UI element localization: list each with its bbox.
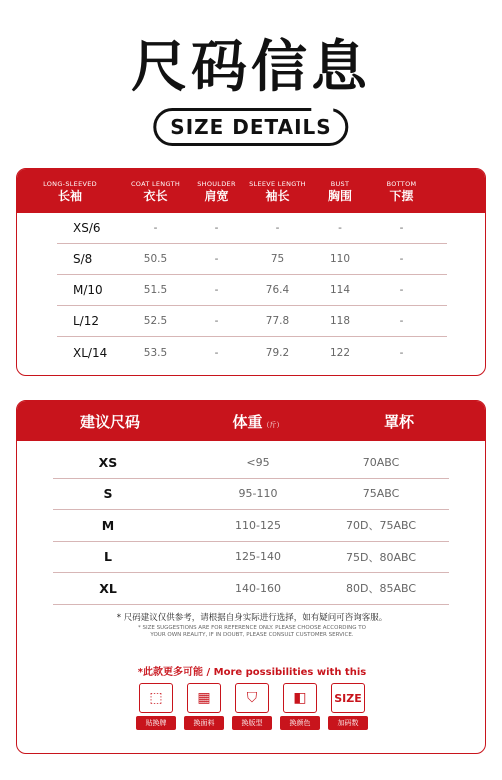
table-cell: - bbox=[214, 284, 219, 296]
page-title: 尺码信息 bbox=[131, 35, 371, 100]
header-weight bbox=[203, 411, 313, 432]
option-label: 换面料 bbox=[184, 716, 224, 730]
option-label: 换版型 bbox=[232, 716, 272, 730]
table-cell: - bbox=[399, 222, 404, 234]
table-row bbox=[53, 479, 449, 511]
size-label: XS bbox=[98, 454, 118, 470]
table-row bbox=[57, 306, 447, 337]
table-cell: - bbox=[275, 222, 280, 234]
header-cn: 长袖 bbox=[57, 188, 82, 203]
more-possibilities-heading: *此款更多可能 / More possibilities with this bbox=[137, 667, 367, 678]
table-row bbox=[57, 275, 447, 306]
header-cn: 衣长 bbox=[143, 188, 168, 203]
size-recommendation-card bbox=[16, 400, 486, 754]
option-fabric bbox=[184, 683, 224, 730]
table-cell: 75 bbox=[270, 253, 285, 265]
recommendation-body bbox=[17, 447, 485, 605]
header-bottom bbox=[370, 169, 433, 213]
header-sleeve-length bbox=[245, 169, 310, 213]
table-row bbox=[53, 542, 449, 574]
size-table-body bbox=[17, 213, 485, 368]
header-coat-length bbox=[123, 169, 188, 213]
option-label: 加码数 bbox=[328, 716, 368, 730]
table-cell: - bbox=[399, 346, 404, 359]
header-en: BOTTOM bbox=[386, 179, 417, 188]
recommendation-header bbox=[17, 401, 485, 441]
decorative-notch bbox=[312, 103, 334, 113]
table-cell: - bbox=[214, 253, 219, 265]
cup-cell: 70ABC bbox=[362, 455, 400, 469]
table-cell: 77.8 bbox=[265, 315, 290, 327]
option-color bbox=[280, 683, 320, 730]
table-cell: 79.2 bbox=[265, 346, 290, 359]
size-table bbox=[16, 168, 486, 376]
table-cell: - bbox=[153, 222, 158, 234]
header-en: COAT LENGTH bbox=[130, 179, 181, 188]
cup-cell: 70D、75ABC bbox=[345, 519, 417, 533]
table-cell: 51.5 bbox=[143, 284, 168, 296]
shirt-icon: ⛉ bbox=[235, 683, 269, 713]
table-cell: 52.5 bbox=[143, 315, 168, 327]
cup-cell: 75D、80ABC bbox=[345, 550, 417, 564]
size-label: S bbox=[103, 486, 113, 502]
table-cell: 110 bbox=[329, 253, 351, 265]
table-row bbox=[57, 337, 447, 368]
table-cell: 76.4 bbox=[265, 284, 290, 296]
subtitle-text: SIZE DETAILS bbox=[170, 115, 332, 139]
table-cell: - bbox=[399, 315, 404, 327]
table-row bbox=[53, 447, 449, 479]
table-cell: - bbox=[399, 284, 404, 296]
weight-cell: 125-140 bbox=[235, 550, 281, 564]
weight-cell: 110-125 bbox=[235, 518, 281, 532]
header-cn: 胸围 bbox=[327, 188, 352, 203]
table-cell: - bbox=[338, 222, 342, 234]
note-english bbox=[17, 625, 486, 639]
note-english-line: YOUR OWN REALITY, IF IN DOUBT, PLEASE CONSULT CUSTOMER SERVICE. bbox=[150, 632, 354, 638]
table-cell: 50.5 bbox=[143, 253, 168, 265]
table-cell: 122 bbox=[329, 346, 351, 359]
table-row bbox=[53, 573, 449, 605]
header-cup: 罩杯 bbox=[383, 412, 414, 431]
cup-cell: 75ABC bbox=[362, 487, 400, 501]
header-en: LONG-SLEEVED bbox=[43, 179, 97, 188]
page-subtitle bbox=[153, 108, 348, 146]
table-cell: - bbox=[214, 315, 219, 327]
header-weight-unit: （斤） bbox=[262, 420, 284, 429]
table-cell: - bbox=[399, 253, 404, 265]
note-english-line: * SIZE SUGGESTIONS ARE FOR REFERENCE ONLY. PLEASE CHOOSE ACCORDING TO bbox=[138, 625, 366, 631]
size-icon: SIZE bbox=[331, 683, 365, 713]
patch-icon: ⬚ bbox=[139, 683, 173, 713]
size-label: XS/6 bbox=[73, 221, 101, 235]
header-cn: 袖长 bbox=[265, 188, 290, 203]
palette-icon: ◧ bbox=[283, 683, 317, 713]
weight-cell: <95 bbox=[246, 455, 270, 469]
table-cell: 114 bbox=[329, 284, 351, 296]
header-long-sleeved bbox=[17, 169, 123, 213]
table-cell: 118 bbox=[329, 315, 351, 327]
table-cell: - bbox=[214, 346, 219, 359]
size-label: S/8 bbox=[73, 252, 93, 266]
header-bust bbox=[310, 169, 370, 213]
table-row bbox=[53, 510, 449, 542]
size-label: M bbox=[101, 517, 115, 533]
header-cn: 下摆 bbox=[389, 188, 414, 203]
cup-cell: 80D、85ABC bbox=[345, 582, 417, 596]
table-cell: - bbox=[214, 222, 219, 234]
header-en: BUST bbox=[330, 179, 350, 188]
option-size bbox=[328, 683, 368, 730]
note-chinese: * 尺码建议仅供参考，请根据自身实际进行选择，如有疑问可咨询客服。 bbox=[116, 613, 388, 623]
size-label: M/10 bbox=[73, 283, 103, 297]
option-label: 换颜色 bbox=[280, 716, 320, 730]
options-icon-row bbox=[17, 683, 486, 730]
table-cell: 53.5 bbox=[143, 346, 168, 359]
header-recommended-size: 建议尺码 bbox=[79, 412, 140, 431]
weight-cell: 140-160 bbox=[235, 581, 281, 595]
header-weight-label: 体重 bbox=[232, 412, 263, 431]
header-cn: 肩宽 bbox=[204, 188, 229, 203]
table-row bbox=[57, 244, 447, 275]
header-en: SHOULDER bbox=[197, 179, 236, 188]
fabric-icon: ▦ bbox=[187, 683, 221, 713]
size-label: L bbox=[104, 549, 112, 565]
table-row bbox=[57, 213, 447, 244]
option-patch bbox=[136, 683, 176, 730]
size-table-header bbox=[17, 169, 485, 213]
header-shoulder bbox=[188, 169, 245, 213]
option-fit bbox=[232, 683, 272, 730]
size-label: L/12 bbox=[73, 314, 99, 328]
header-en: SLEEVE LENGTH bbox=[249, 179, 306, 188]
weight-cell: 95-110 bbox=[238, 487, 278, 501]
size-label: XL bbox=[99, 580, 117, 596]
option-label: 贴换牌 bbox=[136, 716, 176, 730]
size-label: XL/14 bbox=[73, 345, 108, 360]
